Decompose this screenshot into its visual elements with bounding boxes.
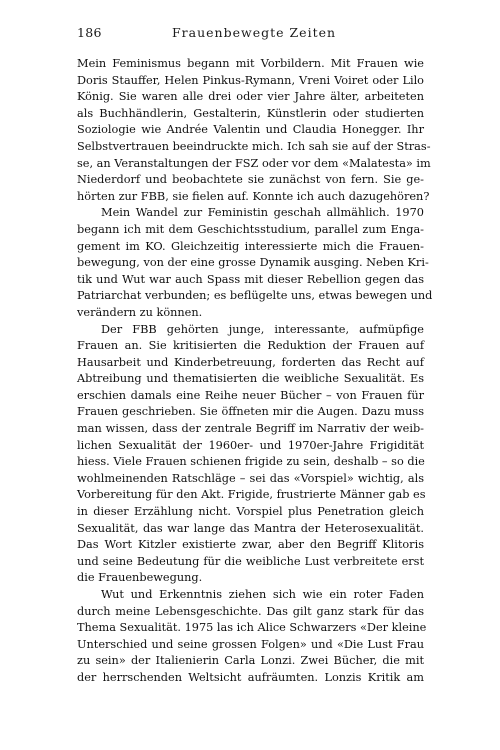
text-line: König. Sie waren alle drei oder vier Jahre älter, arbeiteten bbox=[77, 90, 424, 104]
text-line: Thema Sexualität. 1975 las ich Alice Schwarzers «Der kleine bbox=[77, 621, 427, 635]
text-line: zu sein» der Italienierin Carla Lonzi. Zwei Bücher, die mit bbox=[77, 654, 424, 668]
paragraph bbox=[77, 56, 431, 205]
text-line: man wissen, dass der zentrale Begriff im Narrativ der weib- bbox=[77, 422, 424, 436]
text-line: Wut und Erkenntnis ziehen sich wie ein roter Faden bbox=[101, 588, 424, 601]
text-line: Der FBB gehörten junge, interessante, aufmüpfige bbox=[101, 322, 424, 336]
text-line: tik und Wut war auch Spass mit dieser Rebellion gegen das bbox=[77, 272, 424, 286]
text-line: Sexualität, das war lange das Mantra der Heterosexualität. bbox=[77, 521, 424, 535]
text-line: verändern zu können. bbox=[77, 305, 203, 319]
text-line: Frauen geschrieben. Sie öffneten mir die Augen. Dazu muss bbox=[77, 405, 424, 419]
text-line: Vorbereitung für den Akt. Frigide, frustrierte Männer gab es bbox=[77, 488, 426, 502]
text-line: hiess. Viele Frauen schienen frigide zu sein, deshalb – so die bbox=[77, 455, 425, 469]
text-line: und seine Bedeutung für die weibliche Lust verbreitete erst bbox=[77, 554, 424, 568]
running-title: Frauenbewegte Zeiten bbox=[172, 25, 337, 40]
text-line: Frauen an. Sie kritisierten die Reduktion der Frauen auf bbox=[77, 339, 424, 353]
text-line: Selbstvertrauen beeindruckte mich. Ich sah sie auf der Stras- bbox=[77, 139, 431, 153]
text-line: Mein Feminismus begann mit Vorbildern. Mit Frauen wie bbox=[77, 57, 424, 70]
text-line: durch meine Lebensgeschichte. Das gilt ganz stark für das bbox=[77, 604, 424, 618]
text-line: Mein Wandel zur Feministin geschah allmählich. 1970 bbox=[101, 206, 424, 220]
text-line: Unterschied und seine grossen Folgen» und «Die Lust Frau bbox=[77, 637, 424, 651]
text-line: Hausarbeit und Kinderbetreuung, forderten das Recht auf bbox=[77, 355, 424, 369]
text-line: lichen Sexualität der 1960er- und 1970er-Jahre Frigidität bbox=[77, 438, 424, 452]
text-line: hörten zur FBB, sie fielen auf. Konnte ich auch dazugehören? bbox=[77, 189, 430, 203]
text-line: bewegung, von der eine grosse Dynamik ausging. Neben Kri- bbox=[77, 256, 429, 270]
text-line: Doris Stauffer, Helen Pinkus-Rymann, Vreni Voiret oder Lilo bbox=[77, 73, 424, 87]
text-line: se, an Veranstaltungen der FSZ oder vor dem «Malatesta» im bbox=[77, 156, 431, 170]
paragraph bbox=[77, 587, 427, 687]
text-line: in dieser Erzählung nicht. Vorspiel plus Penetration gleich bbox=[77, 505, 424, 519]
running-header bbox=[77, 25, 423, 43]
text-line: Soziologie wie Andrée Valentin und Claudia Honegger. Ihr bbox=[77, 123, 424, 137]
text-line: Das Wort Kitzler existierte zwar, aber den Begriff Klitoris bbox=[77, 538, 424, 552]
text-line: wohlmeinenden Ratschläge – sei das «Vorspiel» wichtig, als bbox=[77, 471, 424, 485]
text-line: Patriarchat verbunden; es beflügelte uns, etwas bewegen und bbox=[77, 289, 433, 303]
page-number: 186 bbox=[77, 25, 102, 40]
text-line: begann ich mit dem Geschichtsstudium, parallel zum Enga- bbox=[77, 222, 424, 236]
body-text bbox=[77, 56, 433, 687]
text-line: gement im KO. Gleichzeitig interessierte mich die Frauen- bbox=[77, 239, 424, 253]
text-line: Niederdorf und beobachtete sie zunächst von fern. Sie ge- bbox=[77, 173, 424, 187]
text-line: als Buchhändlerin, Gestalterin, Künstlerin oder studierten bbox=[77, 106, 424, 120]
text-line: Abtreibung und thematisierten die weibliche Sexualität. Es bbox=[77, 372, 424, 386]
text-line: erschien damals eine Reihe neuer Bücher – von Frauen für bbox=[77, 388, 424, 402]
text-line: die Frauenbewegung. bbox=[77, 571, 203, 585]
text-line: der herrschenden Weltsicht aufräumten. Lonzis Kritik am bbox=[77, 670, 424, 684]
paragraph bbox=[77, 205, 433, 321]
paragraph bbox=[77, 322, 424, 588]
